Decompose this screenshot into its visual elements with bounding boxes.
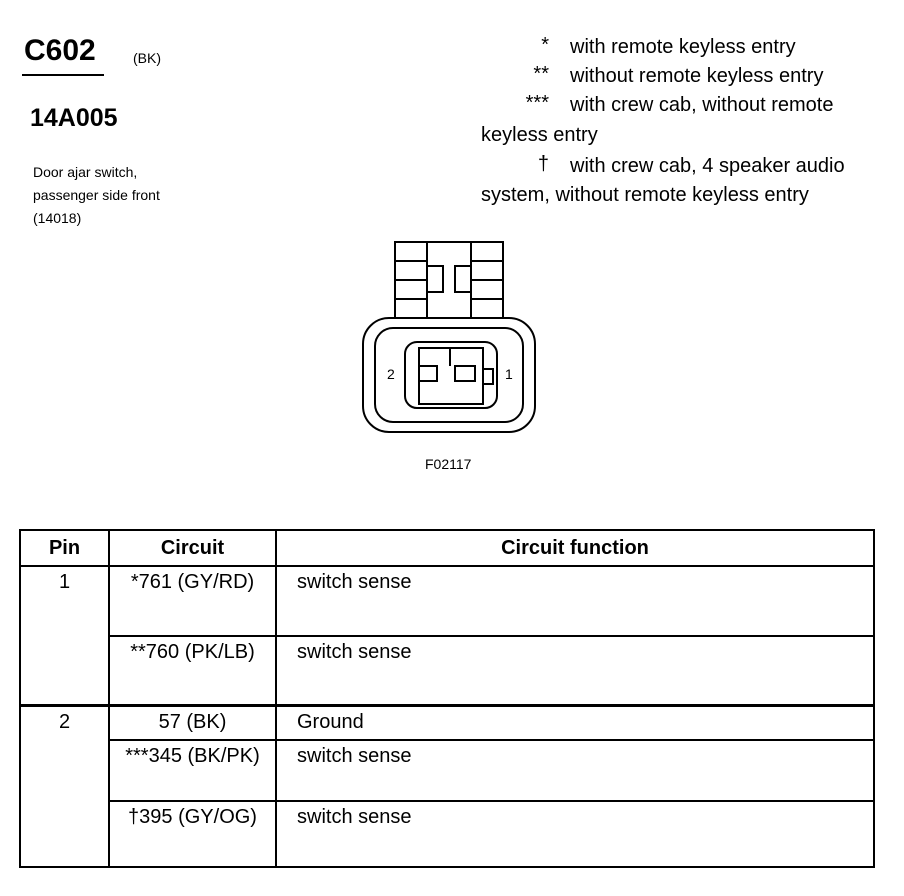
header-pin: Pin xyxy=(20,530,109,566)
pin-label-2: 2 xyxy=(387,366,395,382)
function-cell: switch sense xyxy=(276,636,874,705)
connector-id: C602 xyxy=(24,34,96,67)
circuit-cell: †395 (GY/OG) xyxy=(109,801,276,867)
function-cell: switch sense xyxy=(276,801,874,867)
note-text: with remote keyless entry xyxy=(570,36,796,58)
header-circuit: Circuit xyxy=(109,530,276,566)
pinout-table xyxy=(19,529,875,868)
description-line: Door ajar switch, xyxy=(33,164,138,180)
table-row xyxy=(20,801,874,867)
part-number: 14A005 xyxy=(30,104,118,132)
note-symbol: † xyxy=(537,153,549,175)
table-row xyxy=(20,705,874,740)
circuit-cell: ***345 (BK/PK) xyxy=(109,740,276,801)
figure-code: F02117 xyxy=(425,456,472,472)
note-continuation: system, without remote keyless entry xyxy=(481,184,809,206)
function-cell: switch sense xyxy=(276,566,874,636)
connector-face-diagram xyxy=(355,236,545,436)
connector-color-code: (BK) xyxy=(133,50,161,66)
table-row xyxy=(20,566,874,636)
function-cell: switch sense xyxy=(276,740,874,801)
note-symbol: * xyxy=(541,34,549,56)
table-row xyxy=(20,740,874,801)
note-text: with crew cab, 4 speaker audio xyxy=(570,155,845,177)
pin-cell: 2 xyxy=(20,705,109,867)
note-symbol: *** xyxy=(525,92,549,114)
circuit-cell: **760 (PK/LB) xyxy=(109,636,276,705)
note-symbol: ** xyxy=(533,63,549,85)
description-line: passenger side front xyxy=(33,187,160,203)
description-line: (14018) xyxy=(33,210,82,226)
circuit-cell: *761 (GY/RD) xyxy=(109,566,276,636)
table-row xyxy=(20,636,874,705)
pin-label-1: 1 xyxy=(505,366,513,382)
note-text: without remote keyless entry xyxy=(570,65,824,87)
circuit-cell: 57 (BK) xyxy=(109,705,276,740)
table-header-row xyxy=(20,530,874,566)
note-continuation: keyless entry xyxy=(481,124,598,146)
pin-cell: 1 xyxy=(20,566,109,705)
function-cell: Ground xyxy=(276,705,874,740)
note-text: with crew cab, without remote xyxy=(570,94,834,116)
header-circuit-function: Circuit function xyxy=(276,530,874,566)
connector-id-underline xyxy=(22,74,104,76)
